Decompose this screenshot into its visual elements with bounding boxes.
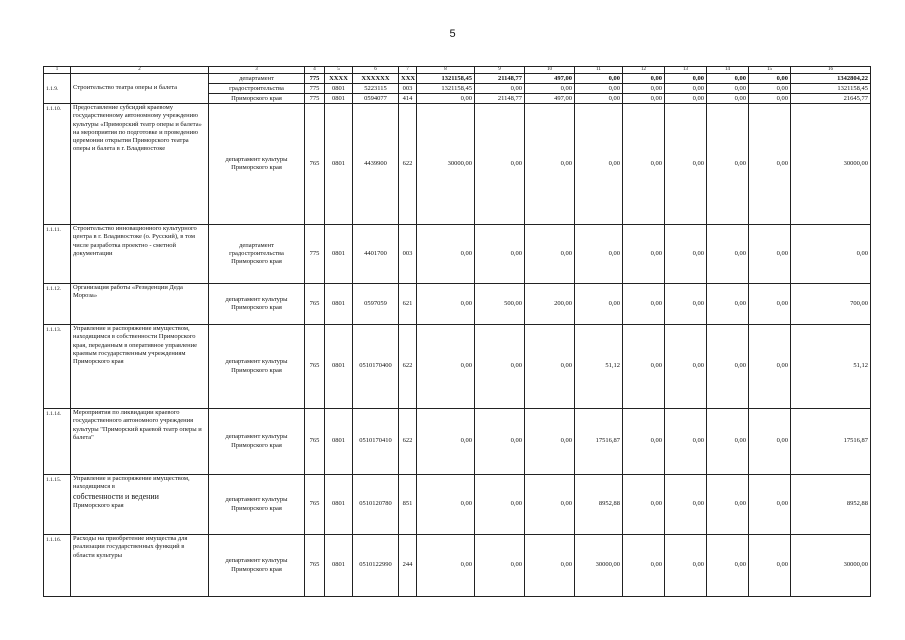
- cell: 851: [399, 475, 417, 535]
- cell: 0801: [325, 409, 353, 475]
- cell: 0,00: [749, 325, 791, 409]
- cell: XXXXXX: [353, 74, 399, 84]
- cell: 0,00: [417, 535, 475, 597]
- cell: 30000,00: [791, 104, 871, 225]
- row-name-part: собственности и ведении: [73, 491, 159, 501]
- cell: 0,00: [475, 84, 525, 94]
- cell: 8952,88: [791, 475, 871, 535]
- cell: 0,00: [665, 325, 707, 409]
- column-number: 5: [325, 67, 353, 74]
- cell: 0,00: [791, 225, 871, 284]
- cell: 0,00: [707, 325, 749, 409]
- cell: 497,00: [525, 94, 575, 104]
- cell: 0801: [325, 535, 353, 597]
- cell: 0,00: [749, 225, 791, 284]
- row-name: Организация работы «Резиденции Деда Мороза»: [71, 284, 209, 325]
- cell: 0510120780: [353, 475, 399, 535]
- cell: 0,00: [475, 409, 525, 475]
- cell: 0,00: [707, 74, 749, 84]
- column-number: 13: [665, 67, 707, 74]
- cell: 0,00: [707, 535, 749, 597]
- cell: 30000,00: [791, 535, 871, 597]
- cell: 0,00: [575, 225, 623, 284]
- row-name: [71, 475, 209, 535]
- cell: 0,00: [707, 94, 749, 104]
- cell: 0510122990: [353, 535, 399, 597]
- cell: 4401700: [353, 225, 399, 284]
- column-number: 6: [353, 67, 399, 74]
- row-department: Приморского края: [209, 94, 305, 104]
- cell: 0,00: [475, 225, 525, 284]
- cell: 0,00: [525, 475, 575, 535]
- column-number: 16: [791, 67, 871, 74]
- row-department: департамент: [209, 74, 305, 84]
- cell: 0,00: [525, 325, 575, 409]
- cell: 0,00: [623, 84, 665, 94]
- cell: 003: [399, 225, 417, 284]
- row-department: департамент культуры Приморского края: [209, 325, 305, 409]
- cell: 0,00: [749, 284, 791, 325]
- table-row: [44, 409, 871, 475]
- cell: 0,00: [665, 74, 707, 84]
- row-name-part: Приморского края: [73, 501, 124, 509]
- cell: XXX: [399, 74, 417, 84]
- row-department: департамент культуры Приморского края: [209, 409, 305, 475]
- cell: 0,00: [665, 225, 707, 284]
- row-number: 1.1.9.: [44, 74, 71, 104]
- table-row: [44, 225, 871, 284]
- cell: 0801: [325, 94, 353, 104]
- cell: 0,00: [525, 409, 575, 475]
- row-name: Предоставление субсидий краевому государственному автономному учреждению культуры «Приморский театр оперы и балета» на мероприятия по подготовке и проведению церемонии открытия Приморского театра оперы и балета в г. Владивостоке: [71, 104, 209, 225]
- table-row: [44, 535, 871, 597]
- cell: 0801: [325, 475, 353, 535]
- cell: 1342804,22: [791, 74, 871, 84]
- cell: 700,00: [791, 284, 871, 325]
- column-number: 15: [749, 67, 791, 74]
- cell: 0,00: [749, 84, 791, 94]
- table-row: [44, 284, 871, 325]
- cell: 0,00: [707, 475, 749, 535]
- cell: 765: [305, 284, 325, 325]
- cell: 1321158,45: [791, 84, 871, 94]
- cell: 0,00: [623, 475, 665, 535]
- column-number: 12: [623, 67, 665, 74]
- cell: 0,00: [417, 225, 475, 284]
- cell: 0801: [325, 225, 353, 284]
- cell: 765: [305, 325, 325, 409]
- cell: 775: [305, 94, 325, 104]
- row-department: департамент градостроительства Приморского края: [209, 225, 305, 284]
- cell: 414: [399, 94, 417, 104]
- cell: 0,00: [623, 94, 665, 104]
- cell: 0,00: [707, 104, 749, 225]
- cell: 17516,87: [791, 409, 871, 475]
- column-number: 9: [475, 67, 525, 74]
- cell: 0,00: [623, 225, 665, 284]
- cell: 51,12: [575, 325, 623, 409]
- column-number: 1: [44, 67, 71, 74]
- cell: 0801: [325, 284, 353, 325]
- cell: 21148,77: [475, 94, 525, 104]
- cell: 0,00: [707, 284, 749, 325]
- cell: 622: [399, 104, 417, 225]
- cell: 200,00: [525, 284, 575, 325]
- cell: 1321158,45: [417, 84, 475, 94]
- cell: 0,00: [665, 409, 707, 475]
- cell: 765: [305, 409, 325, 475]
- cell: 21645,77: [791, 94, 871, 104]
- cell: 0,00: [475, 475, 525, 535]
- column-number: 4: [305, 67, 325, 74]
- row-department: департамент культуры Приморского края: [209, 535, 305, 597]
- cell: 0,00: [475, 325, 525, 409]
- cell: 30000,00: [575, 535, 623, 597]
- cell: 0,00: [475, 104, 525, 225]
- column-number: 3: [209, 67, 305, 74]
- cell: 51,12: [791, 325, 871, 409]
- cell: 0,00: [749, 94, 791, 104]
- cell: 0801: [325, 84, 353, 94]
- row-number: 1.1.16.: [44, 535, 71, 597]
- cell: 0,00: [749, 74, 791, 84]
- column-number: 11: [575, 67, 623, 74]
- row-department: департамент культуры Приморского края: [209, 104, 305, 225]
- cell: 0,00: [665, 475, 707, 535]
- cell: 0,00: [623, 325, 665, 409]
- cell: 0597059: [353, 284, 399, 325]
- column-number: 14: [707, 67, 749, 74]
- table-row: [44, 104, 871, 225]
- cell: 621: [399, 284, 417, 325]
- cell: 0,00: [417, 284, 475, 325]
- cell: 0,00: [623, 104, 665, 225]
- cell: 775: [305, 225, 325, 284]
- cell: 003: [399, 84, 417, 94]
- cell: 775: [305, 74, 325, 84]
- row-number: 1.1.13.: [44, 325, 71, 409]
- table-row: [44, 475, 871, 535]
- cell: 0,00: [525, 84, 575, 94]
- cell: 4439900: [353, 104, 399, 225]
- cell: 0,00: [665, 84, 707, 94]
- row-department: департамент культуры Приморского края: [209, 284, 305, 325]
- cell: 0,00: [623, 74, 665, 84]
- cell: 0,00: [475, 535, 525, 597]
- cell: 765: [305, 475, 325, 535]
- cell: 0,00: [623, 409, 665, 475]
- row-name: Мероприятия по ликвидации краевого государственного автономного учреждения культуры "Приморский краевой театр оперы и балета": [71, 409, 209, 475]
- cell: 0,00: [417, 94, 475, 104]
- cell: 0,00: [623, 535, 665, 597]
- cell: 0,00: [525, 225, 575, 284]
- row-department: департамент культуры Приморского края: [209, 475, 305, 535]
- cell: 0594077: [353, 94, 399, 104]
- column-number: 8: [417, 67, 475, 74]
- cell: 0,00: [707, 409, 749, 475]
- row-name: Управление и распоряжение имуществом, находящимся в собственности Приморского края, переданным в оперативное управление краевым государственным учреждениям Приморского края: [71, 325, 209, 409]
- cell: 0,00: [417, 325, 475, 409]
- cell: 0,00: [665, 284, 707, 325]
- cell: 0,00: [749, 104, 791, 225]
- row-number: 1.1.11.: [44, 225, 71, 284]
- cell: 244: [399, 535, 417, 597]
- cell: 500,00: [475, 284, 525, 325]
- column-number: 7: [399, 67, 417, 74]
- cell: 765: [305, 104, 325, 225]
- column-number: 10: [525, 67, 575, 74]
- cell: 775: [305, 84, 325, 94]
- cell: 0,00: [417, 475, 475, 535]
- cell: 17516,87: [575, 409, 623, 475]
- row-number: 1.1.10.: [44, 104, 71, 225]
- cell: 0,00: [417, 409, 475, 475]
- row-number: 1.1.14.: [44, 409, 71, 475]
- cell: 0,00: [575, 284, 623, 325]
- row-name: Строительство инновационного культурного центра в г. Владивостоке (о. Русский), в том числе разработка проектно - сметной документации: [71, 225, 209, 284]
- row-name: Строительство театра оперы и балета: [71, 74, 209, 104]
- cell: 0,00: [707, 84, 749, 94]
- cell: 765: [305, 535, 325, 597]
- cell: 622: [399, 325, 417, 409]
- cell: 0,00: [665, 535, 707, 597]
- cell: 0801: [325, 104, 353, 225]
- cell: 1321158,45: [417, 74, 475, 84]
- cell: 0,00: [525, 535, 575, 597]
- cell: 8952,88: [575, 475, 623, 535]
- cell: 0,00: [749, 475, 791, 535]
- cell: 5223115: [353, 84, 399, 94]
- page-number: 5: [449, 28, 456, 40]
- cell: 0,00: [665, 94, 707, 104]
- cell: 497,00: [525, 74, 575, 84]
- budget-table: [43, 66, 871, 597]
- cell: 0,00: [665, 104, 707, 225]
- row-department: градостроительства: [209, 84, 305, 94]
- cell: 0510170410: [353, 409, 399, 475]
- cell: 0,00: [575, 104, 623, 225]
- cell: 0801: [325, 325, 353, 409]
- cell: XXXX: [325, 74, 353, 84]
- table-row: [44, 74, 871, 84]
- cell: 21148,77: [475, 74, 525, 84]
- cell: 0510170400: [353, 325, 399, 409]
- cell: 0,00: [575, 74, 623, 84]
- column-number-row: [44, 67, 871, 74]
- row-number: 1.1.12.: [44, 284, 71, 325]
- row-name: Расходы на приобретение имущества для реализации государственных функций в области культуры: [71, 535, 209, 597]
- cell: 0,00: [575, 94, 623, 104]
- column-number: 2: [71, 67, 209, 74]
- cell: 0,00: [749, 409, 791, 475]
- table-row: [44, 325, 871, 409]
- row-number: 1.1.15.: [44, 475, 71, 535]
- row-name-part: Управление и распоряжение имуществом, находящимся в: [73, 475, 190, 491]
- cell: 30000,00: [417, 104, 475, 225]
- cell: 0,00: [623, 284, 665, 325]
- cell: 0,00: [707, 225, 749, 284]
- cell: 622: [399, 409, 417, 475]
- cell: 0,00: [749, 535, 791, 597]
- cell: 0,00: [525, 104, 575, 225]
- cell: 0,00: [575, 84, 623, 94]
